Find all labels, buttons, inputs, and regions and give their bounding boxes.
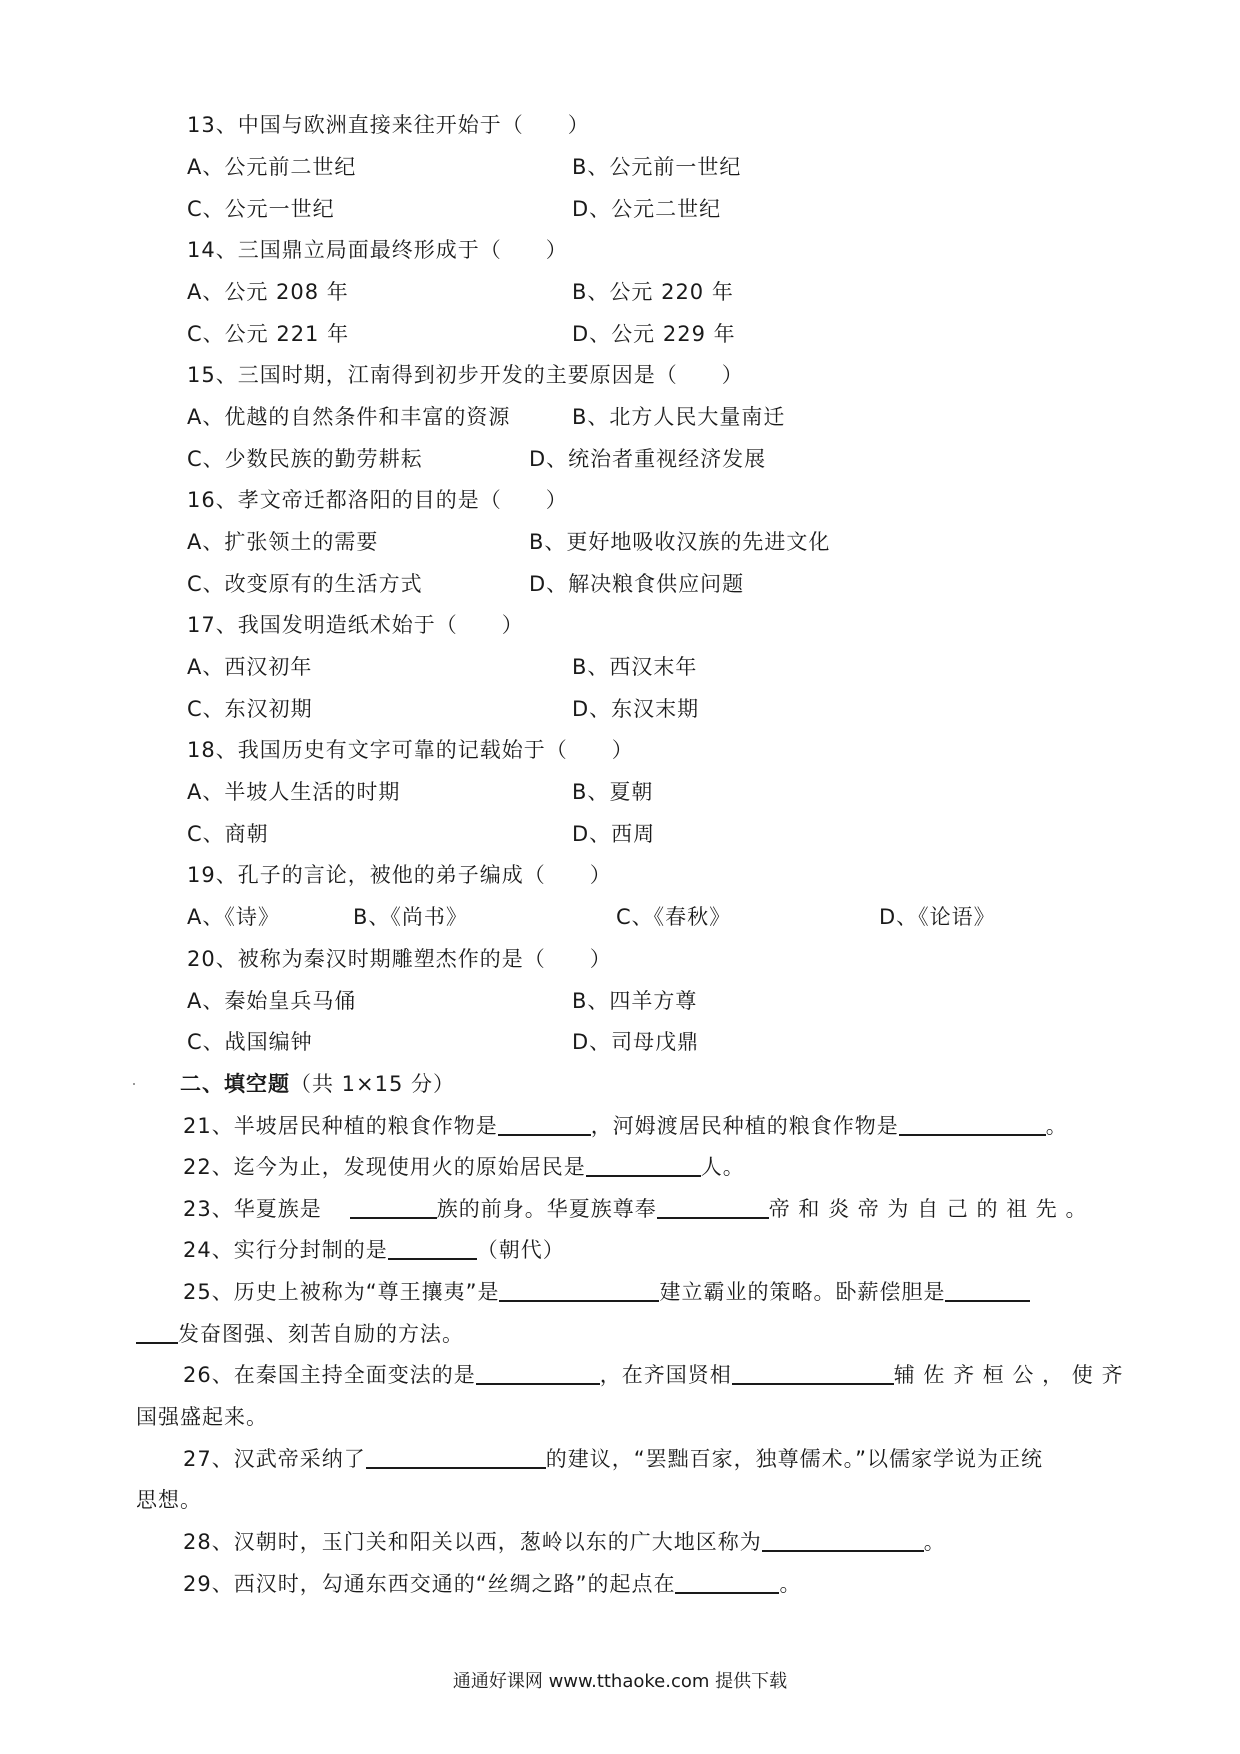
question-19-option-b: B、《尚书》 [353,905,468,929]
fill-25-blank-1[interactable] [499,1278,659,1302]
fill-24-text-a: 24、实行分封制的是 [183,1238,388,1262]
question-20-option-a: A、秦始皇兵马俑 [187,989,357,1013]
question-18-option-c: C、商朝 [187,822,269,846]
fill-26-blank-2[interactable] [732,1361,894,1385]
fill-26-blank-1[interactable] [476,1361,600,1385]
fill-29-blank-1[interactable] [675,1570,779,1594]
fill-question-21 [183,1112,1068,1140]
question-16-option-a: A、扩张领土的需要 [187,530,379,554]
question-15-option-a: A、优越的自然条件和丰富的资源 [187,405,511,429]
fill-28-blank-1[interactable] [762,1528,924,1552]
fill-26-text-a: 26、在秦国主持全面变法的是 [183,1363,476,1387]
question-18-stem: 18、我国历史有文字可靠的记载始于（ ） [187,738,634,762]
fill-29-text-b: 。 [779,1572,802,1596]
question-20-stem: 20、被称为秦汉时期雕塑杰作的是（ ） [187,947,612,971]
fill-23-blank-1[interactable] [350,1195,437,1219]
question-20-option-d: D、司母戊鼎 [572,1030,700,1054]
question-14-option-c: C、公元 221 年 [187,322,350,346]
fill-22-blank-1[interactable] [586,1153,701,1177]
question-17-option-a: A、西汉初年 [187,655,313,679]
fill-23-text-c: 帝 和 炎 帝 为 自 己 的 祖 先 。 [768,1197,1088,1221]
question-14-option-a: A、公元 208 年 [187,280,349,304]
question-19-option-c: C、《春秋》 [616,905,732,929]
fill-question-27-line-1 [183,1445,1043,1473]
question-15-option-d: D、统治者重视经济发展 [529,447,767,471]
question-13-stem: 13、中国与欧洲直接来往开始于（ ） [187,113,590,137]
fill-23-text-a: 23、华夏族是 [183,1197,322,1221]
question-18-option-d: D、西周 [572,822,656,846]
fill-25-blank-2[interactable] [945,1278,1030,1302]
fill-question-26-line-2: 国强盛起来。 [136,1405,268,1429]
question-16-stem: 16、孝文帝迁都洛阳的目的是（ ） [187,488,568,512]
fill-28-text-a: 28、汉朝时，玉门关和阳关以西，葱岭以东的广大地区称为 [183,1530,762,1554]
question-17-option-d: D、东汉末期 [572,697,700,721]
question-13-option-b: B、公元前一世纪 [572,155,742,179]
fill-21-text-b: ，河姆渡居民种植的粮食作物是 [590,1114,899,1138]
fill-22-text-b: 人。 [700,1155,745,1179]
question-19-option-d: D、《论语》 [879,905,996,929]
fill-21-text-a: 21、半坡居民种植的粮食作物是 [183,1114,498,1138]
page-footer: 通通好课网 www.tthaoke.com 提供下载 [452,1671,788,1692]
fill-26-text-c: 辅 佐 齐 桓 公 ， 使 齐 [893,1363,1124,1387]
question-13-option-c: C、公元一世纪 [187,197,335,221]
fill-21-blank-1[interactable] [498,1112,591,1136]
fill-25-text-c: 发奋图强、刻苦自励的方法。 [178,1322,464,1346]
fill-21-text-c: 。 [1045,1114,1068,1138]
fill-question-29 [183,1570,801,1598]
question-16-option-c: C、改变原有的生活方式 [187,572,423,596]
question-18-option-b: B、夏朝 [572,780,654,804]
section-2-heading [180,1070,455,1098]
section-2-note: （共 1×15 分） [290,1072,456,1096]
fill-28-text-b: 。 [923,1530,946,1554]
fill-question-26-line-1 [183,1361,1123,1389]
question-14-option-b: B、公元 220 年 [572,280,734,304]
question-16-option-d: D、解决粮食供应问题 [529,572,745,596]
fill-question-24 [183,1236,565,1264]
question-19-stem: 19、孔子的言论，被他的弟子编成（ ） [187,863,612,887]
question-18-option-a: A、半坡人生活的时期 [187,780,401,804]
fill-25-text-b: 建立霸业的策略。卧薪偿胆是 [659,1280,946,1304]
fill-29-text-a: 29、西汉时，勾通东西交通的“丝绸之路”的起点在 [183,1572,676,1596]
fill-question-27-line-2: 思想。 [136,1488,202,1512]
fill-27-blank-1[interactable] [366,1445,546,1469]
question-16-option-b: B、更好地吸收汉族的先进文化 [529,530,831,554]
question-13-option-d: D、公元二世纪 [572,197,722,221]
question-15-stem: 15、三国时期，江南得到初步开发的主要原因是（ ） [187,363,744,387]
fill-22-text-a: 22、迄今为止，发现使用火的原始居民是 [183,1155,586,1179]
question-14-stem: 14、三国鼎立局面最终形成于（ ） [187,238,568,262]
fill-24-blank-1[interactable] [388,1236,477,1260]
fill-23-blank-2[interactable] [657,1195,769,1219]
question-20-option-c: C、战国编钟 [187,1030,313,1054]
question-17-option-b: B、西汉末年 [572,655,698,679]
question-17-option-c: C、东汉初期 [187,697,313,721]
question-13-option-a: A、公元前二世纪 [187,155,357,179]
question-15-option-c: C、少数民族的勤劳耕耘 [187,447,423,471]
fill-question-28 [183,1528,946,1556]
fill-question-25-line-1 [183,1278,1030,1306]
fill-question-25-line-2 [136,1320,464,1348]
scan-speck [133,1083,135,1085]
fill-question-23 [183,1195,1088,1223]
fill-24-text-b: （朝代） [476,1238,565,1262]
question-14-option-d: D、公元 229 年 [572,322,736,346]
fill-25-text-a: 25、历史上被称为“尊王攘夷”是 [183,1280,500,1304]
fill-23-text-b: 族的前身。华夏族尊奉 [436,1197,657,1221]
question-15-option-b: B、北方人民大量南迁 [572,405,786,429]
fill-question-22 [183,1153,745,1181]
fill-21-blank-2[interactable] [899,1112,1046,1136]
fill-27-text-b: 的建议，“罢黜百家，独尊儒术。”以儒家学说为正统 [545,1447,1043,1471]
fill-25-blank-2-continued[interactable] [136,1320,178,1344]
question-20-option-b: B、四羊方尊 [572,989,698,1013]
question-19-option-a: A、《诗》 [187,905,280,929]
fill-27-text-a: 27、汉武帝采纳了 [183,1447,366,1471]
question-17-stem: 17、我国发明造纸术始于（ ） [187,613,524,637]
section-2-title: 二、填空题 [180,1072,290,1096]
fill-26-text-b: ，在齐国贤相 [599,1363,732,1387]
